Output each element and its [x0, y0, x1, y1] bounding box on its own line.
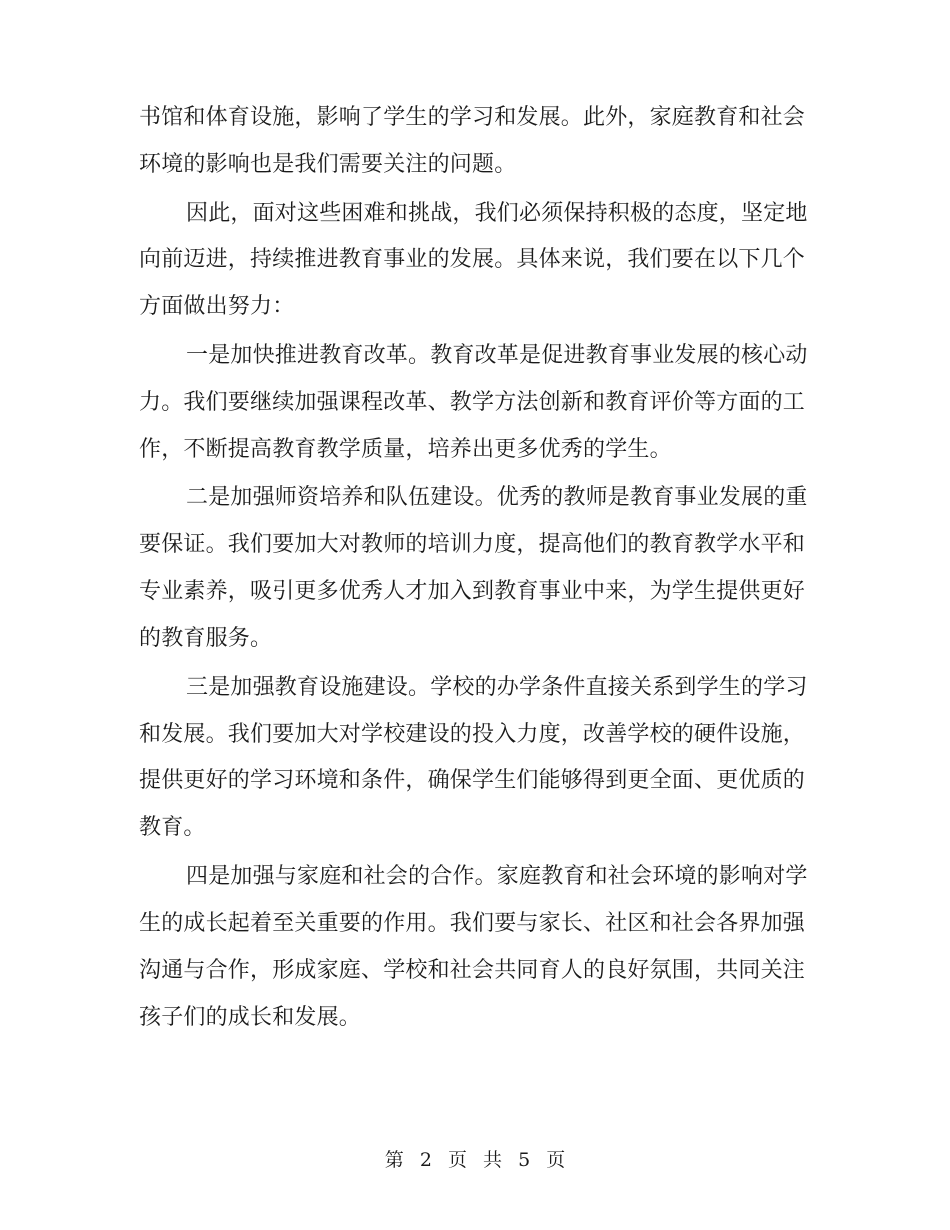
- text-line: 提供更好的学习环境和条件，确保学生们能够得到更全面、更优质的: [139, 768, 806, 793]
- text-line: 书馆和体育设施，影响了学生的学习和发展。此外，家庭教育和社会: [139, 105, 806, 130]
- text-line: 沟通与合作，形成家庭、学校和社会共同育人的良好氛围，共同关注: [139, 958, 806, 983]
- text-line: 方面做出努力：: [139, 294, 295, 319]
- text-line: 教育。: [139, 815, 206, 840]
- footer-total-unit: 页: [546, 1149, 566, 1171]
- text-line: 孩子们的成长和发展。: [139, 1005, 362, 1030]
- text-line: 力。我们要继续加强课程改革、教学方法创新和教育评价等方面的工: [139, 390, 806, 415]
- footer-page-label: 第: [384, 1149, 404, 1171]
- text-line: 二是加强师资培养和队伍建设。优秀的教师是教育事业发展的重: [186, 485, 808, 510]
- text-line: 因此，面对这些困难和挑战，我们必须保持积极的态度，坚定地: [186, 201, 808, 226]
- text-line: 四是加强与家庭和社会的合作。家庭教育和社会环境的影响对学: [186, 864, 808, 889]
- text-line: 三是加强教育设施建设。学校的办学条件直接关系到学生的学习: [186, 675, 808, 700]
- footer-total-label: 共: [483, 1149, 503, 1171]
- text-line: 一是加快推进教育改革。教育改革是促进教育事业发展的核心动: [186, 343, 808, 368]
- text-line: 和发展。我们要加大对学校建设的投入力度，改善学校的硬件设施，: [139, 722, 806, 747]
- text-line: 生的成长起着至关重要的作用。我们要与家长、社区和社会各界加强: [139, 911, 806, 936]
- text-line: 环境的影响也是我们需要关注的问题。: [139, 152, 517, 177]
- footer-current-page: 2: [419, 1149, 432, 1171]
- text-line: 要保证。我们要加大对教师的培训力度，提高他们的教育教学水平和: [139, 532, 806, 557]
- page-number-footer: [0, 1146, 950, 1174]
- text-line: 的教育服务。: [139, 626, 273, 651]
- text-line: 向前迈进，持续推进教育事业的发展。具体来说，我们要在以下几个: [139, 247, 806, 272]
- footer-page-unit: 页: [447, 1149, 467, 1171]
- text-line: 专业素养，吸引更多优秀人才加入到教育事业中来，为学生提供更好: [139, 579, 806, 604]
- text-line: 作，不断提高教育教学质量，培养出更多优秀的学生。: [139, 437, 672, 462]
- footer-total-pages: 5: [518, 1149, 531, 1171]
